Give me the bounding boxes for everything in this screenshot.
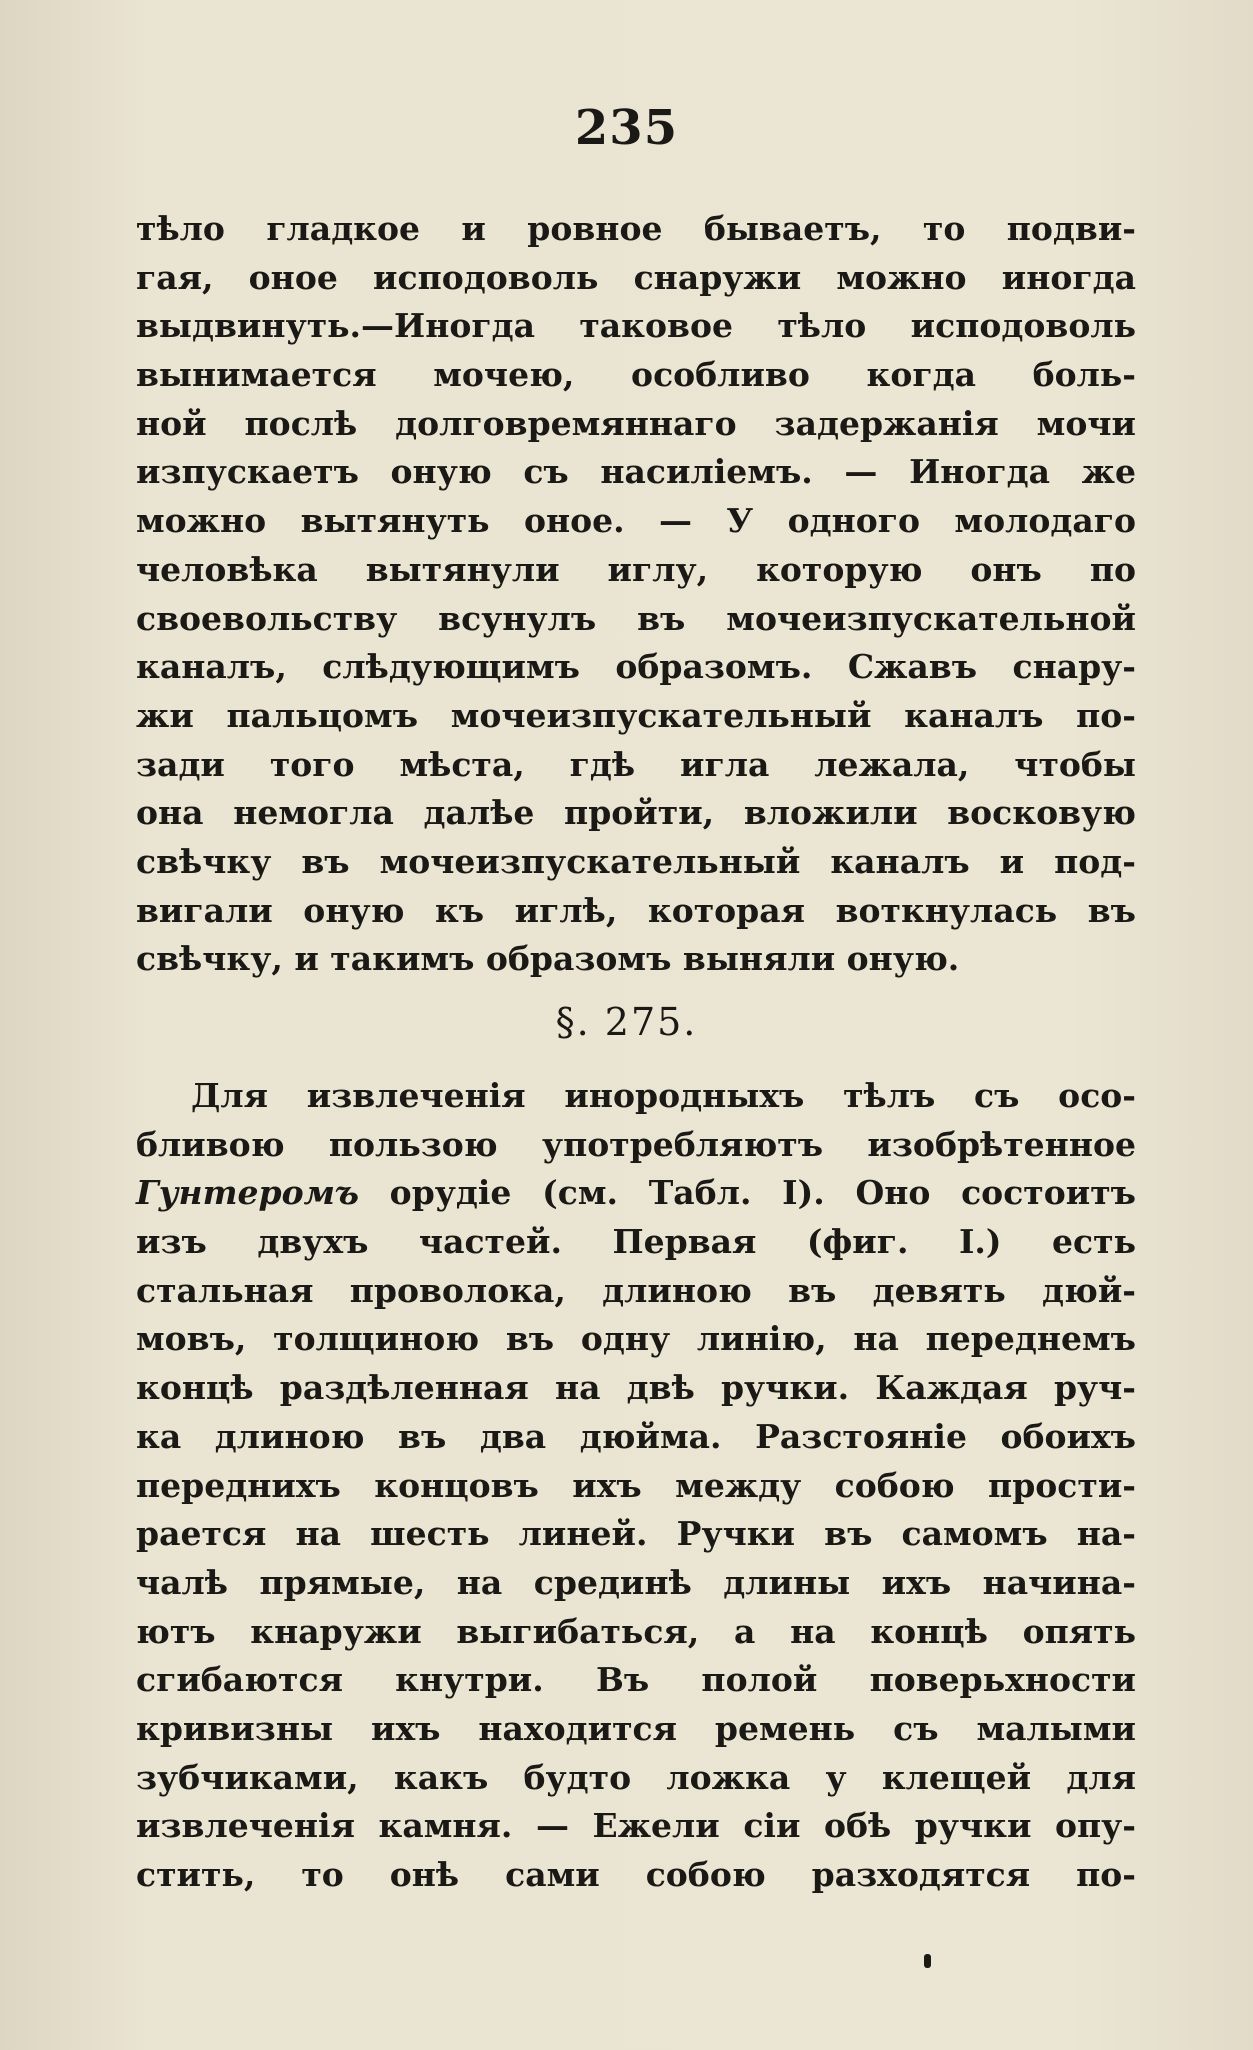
text-line: она немогла далѣе пройти, вложили восковую	[136, 793, 1136, 833]
text-line: ютъ кнаружи выгибаться, а на концѣ опять	[136, 1611, 1136, 1651]
text-line: Для извлеченія инородныхъ тѣлъ съ осо-	[191, 1076, 1136, 1115]
text-line: ка длиною въ два дюйма. Разстояніе обоихъ	[136, 1416, 1136, 1456]
text-line: сгибаются кнутри. Въ полой поверьхности	[136, 1660, 1136, 1700]
text-line: жи пальцомъ мочеизпускательный каналъ по-	[136, 695, 1136, 735]
text-line: извлеченія камня. — Ежели сіи обѣ ручки опу-	[136, 1806, 1136, 1846]
text-line: стить, то онѣ сами собою разходятся по-	[136, 1855, 1136, 1894]
text-line: переднихъ концовъ ихъ между собою прости-	[136, 1465, 1136, 1505]
text-line: изпускаетъ оную съ насиліемъ. — Иногда же	[136, 452, 1136, 492]
text-line: свѣчку въ мочеизпускательный каналъ и под-	[136, 841, 1136, 881]
text-line: вынимается мочею, особливо когда боль-	[136, 355, 1136, 395]
text-line: кривизны ихъ находится ремень съ малыми	[136, 1708, 1136, 1748]
page-number: 235	[574, 100, 679, 156]
text-line: чалѣ прямые, на срединѣ длины ихъ начина-	[136, 1562, 1136, 1602]
paragraph-1	[136, 205, 1136, 984]
section-heading: §. 275.	[555, 1000, 698, 1044]
ink-blot	[924, 1954, 931, 1968]
text-line: зади того мѣста, гдѣ игла лежала, чтобы	[136, 744, 1136, 784]
text-line: рается на шесть линей. Ручки въ самомъ на-	[136, 1514, 1136, 1554]
text-line: вигали оную къ иглѣ, которая воткнулась въ	[136, 890, 1136, 930]
text-line: свѣчку, и такимъ образомъ выняли оную.	[136, 939, 960, 979]
text-line: выдвинуть.—Иногда таковое тѣло исподоволь	[136, 306, 1136, 346]
text-line: стальная проволока, длиною въ девять дюй-	[136, 1270, 1136, 1310]
text-span: орудіе (см. Табл. I). Оно состоитъ	[358, 1173, 1136, 1213]
text-line: каналъ, слѣдующимъ образомъ. Сжавъ снару-	[136, 647, 1136, 687]
text-line: бливою пользою употребляютъ изобрѣтенное	[136, 1124, 1136, 1164]
text-line: гая, оное исподоволь снаружи можно иногда	[136, 257, 1136, 297]
paragraph-2	[136, 1072, 1136, 1900]
text-line: своевольству всунулъ въ мочеизпускательной	[136, 598, 1136, 638]
author-name: Гунтеромъ	[136, 1173, 359, 1213]
text-line: ной послѣ долговремяннаго задержанія мочи	[136, 403, 1136, 443]
text-line: тѣло гладкое и ровное бываетъ, то подви-	[136, 209, 1136, 248]
text-line: концѣ раздѣленная на двѣ ручки. Каждая руч-	[136, 1368, 1136, 1408]
text-line: можно вытянуть оное. — У одного молодаго	[136, 501, 1136, 541]
text-line: изъ двухъ частей. Первая (фиг. I.) есть	[136, 1222, 1136, 1262]
text-line	[136, 1169, 1136, 1218]
text-line: зубчиками, какъ будто ложка у клещей для	[136, 1757, 1136, 1797]
text-line: мовъ, толщиною въ одну линію, на переднемъ	[136, 1319, 1136, 1359]
text-line: человѣка вытянули иглу, которую онъ по	[136, 549, 1136, 589]
